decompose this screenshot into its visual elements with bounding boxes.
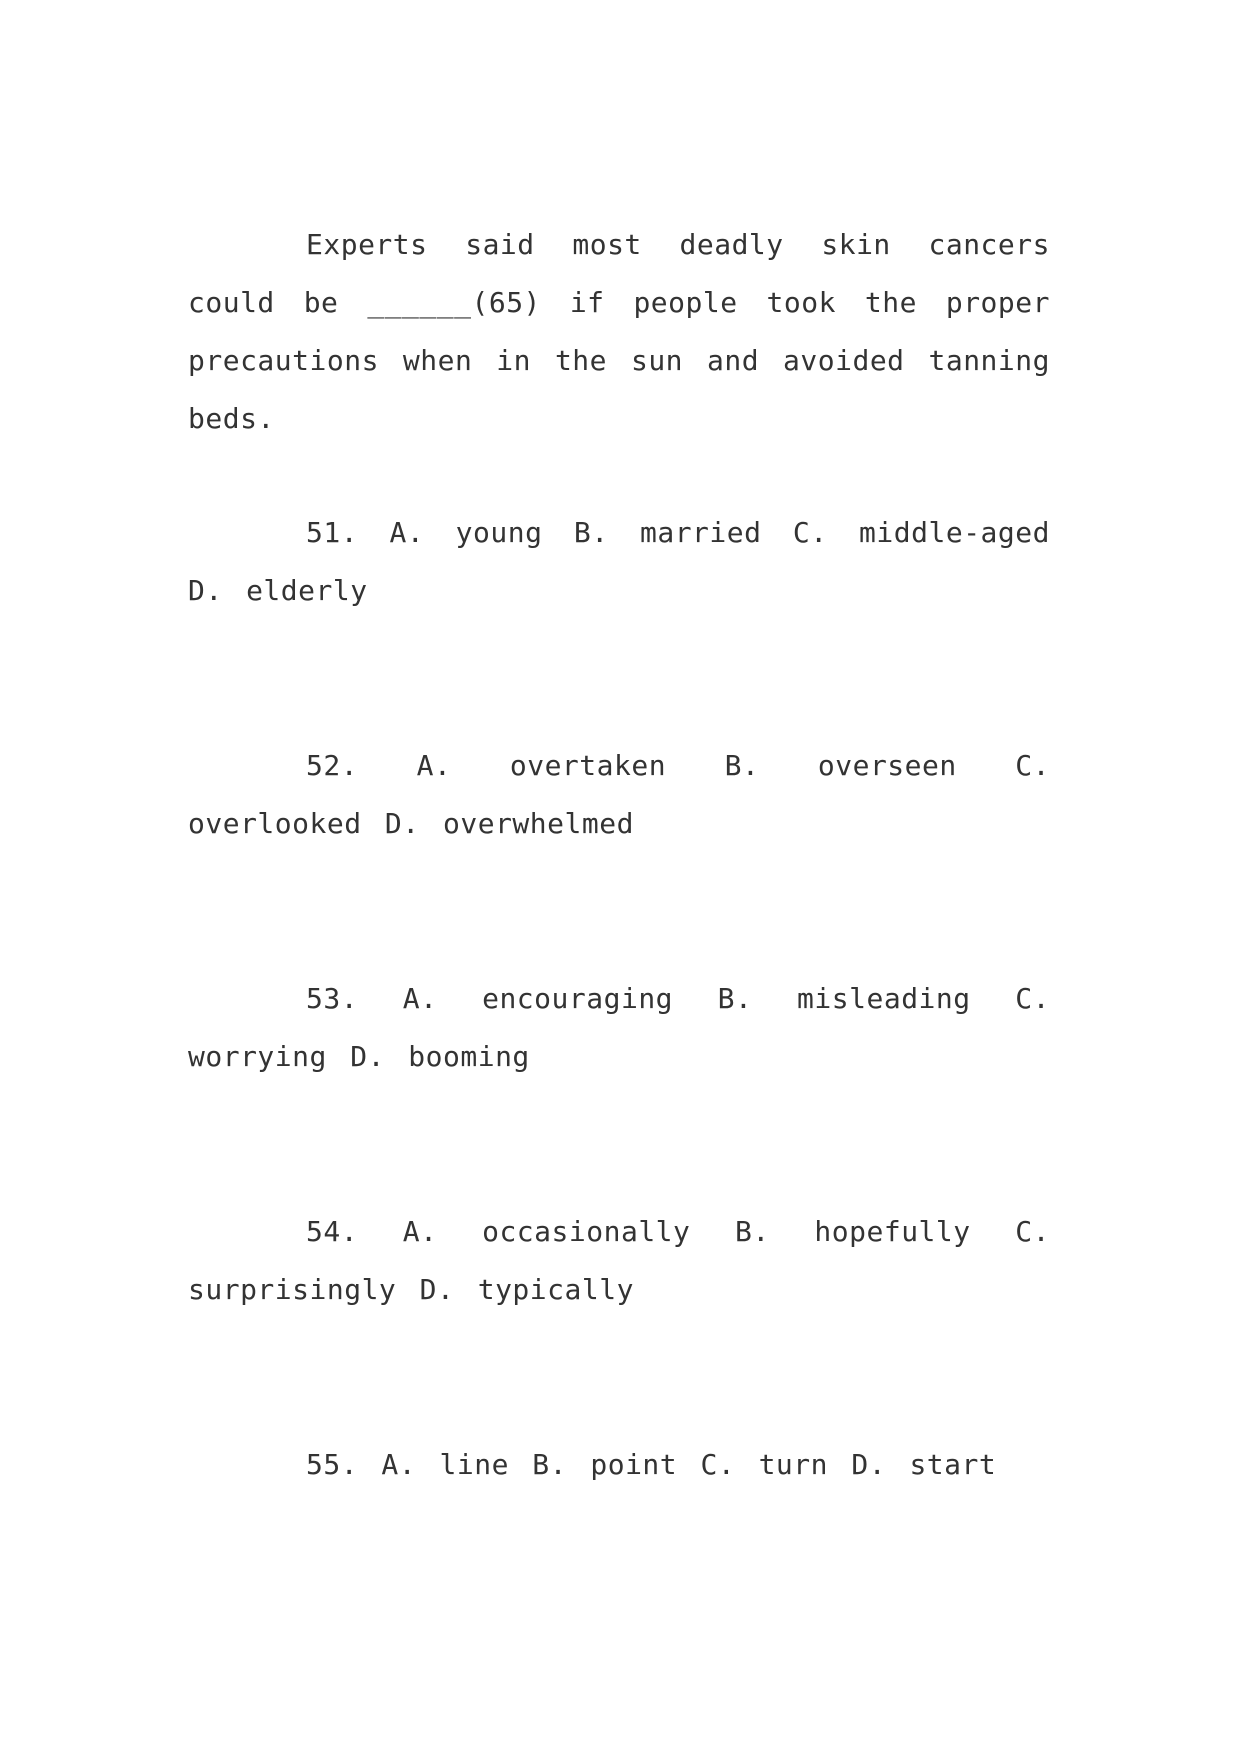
question-53: 53. A. encouraging B. misleading C. worrying D. booming [188,982,1050,1073]
question-55: 55. A. line B. point C. turn D. start [306,1448,997,1481]
intro-paragraph: Experts said most deadly skin cancers could be ______(65) if people took the proper precautions when in the sun and avoided tanning beds. [188,228,1050,435]
question-52: 52. A. overtaken B. overseen C. overlooked D. overwhelmed [188,749,1050,840]
question-51: 51. A. young B. married C. middle-aged D. elderly [188,516,1050,607]
question-54: 54. A. occasionally B. hopefully C. surprisingly D. typically [188,1215,1050,1306]
